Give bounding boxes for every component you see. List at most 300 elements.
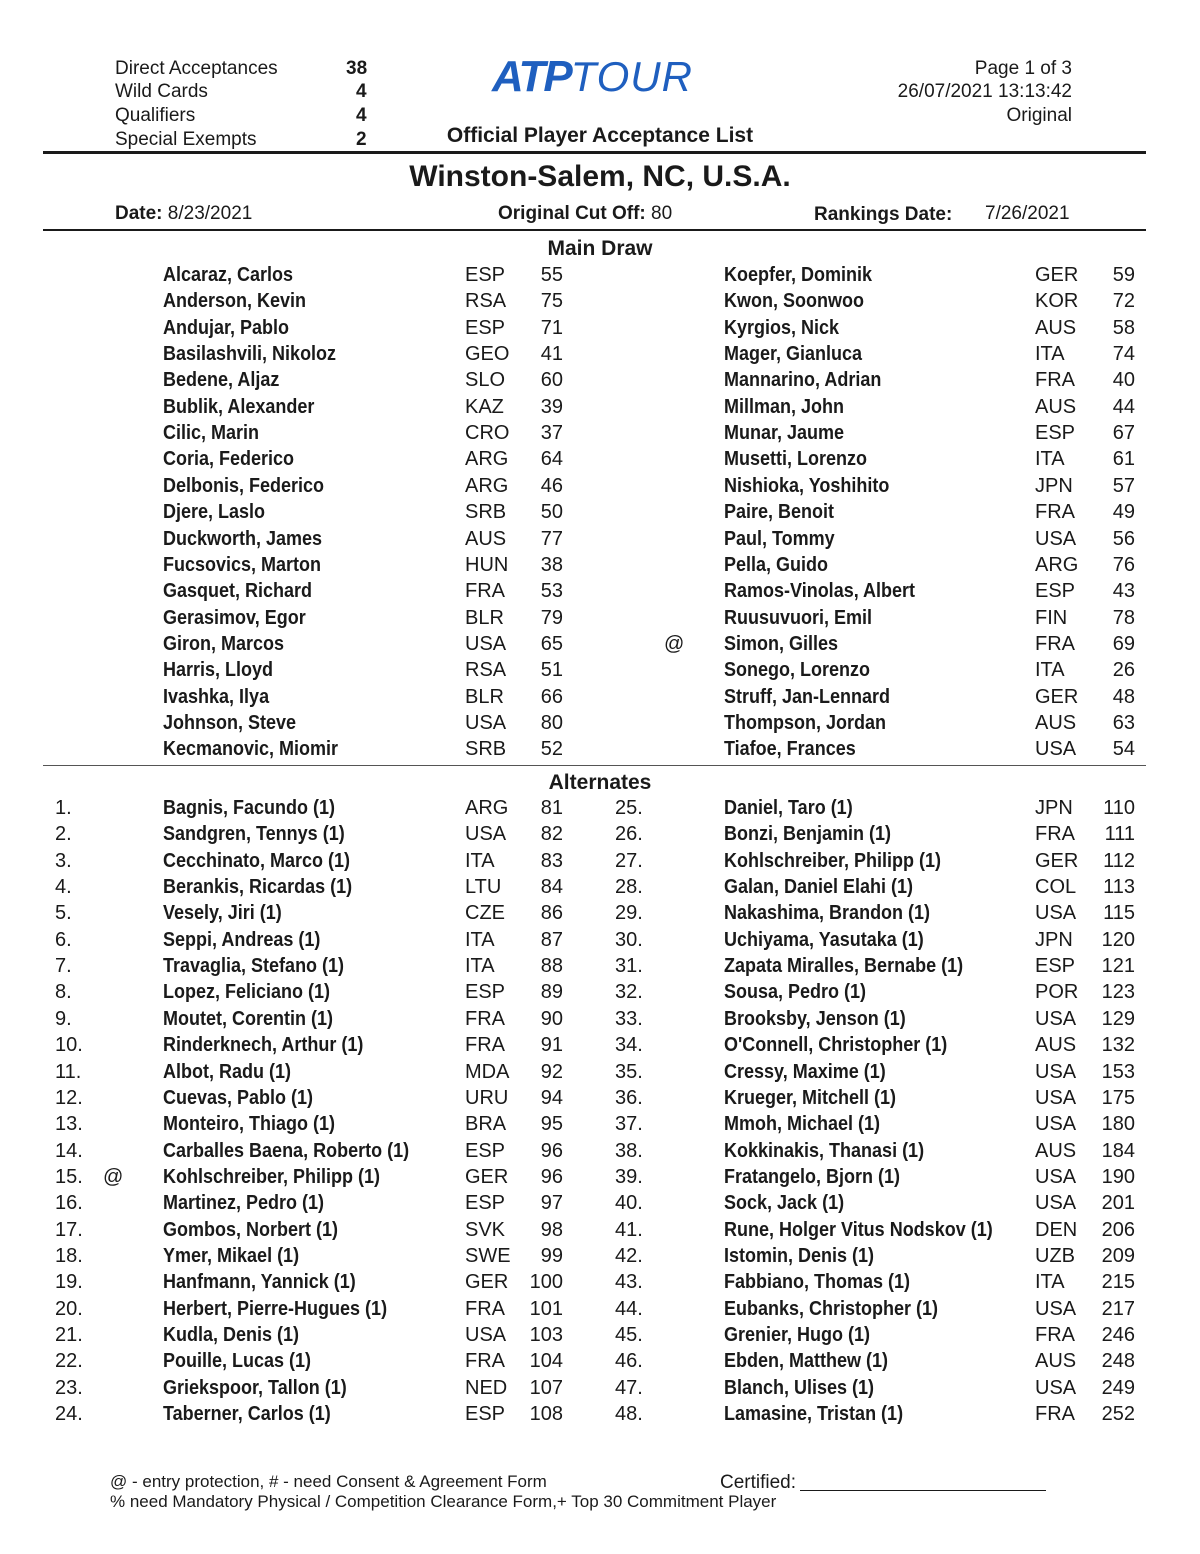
player-rank: 209 — [1101, 1244, 1135, 1267]
alternate-number: 3. — [55, 849, 72, 872]
alternate-number: 12. — [55, 1086, 83, 1109]
alternate-number: 5. — [55, 902, 72, 925]
alternate-row — [0, 1403, 1200, 1429]
player-name: Albot, Radu (1) — [163, 1060, 291, 1083]
alternate-number: 1. — [55, 797, 72, 819]
player-name: Griekspoor, Tallon (1) — [163, 1376, 347, 1399]
player-rank: 98 — [540, 1218, 563, 1241]
header-divider — [43, 151, 1146, 154]
player-country: USA — [1035, 1007, 1077, 1030]
player-rank: 46 — [540, 474, 563, 497]
alternate-row — [0, 1166, 1200, 1192]
alternate-number: 47. — [615, 1376, 643, 1399]
player-rank: 104 — [529, 1350, 563, 1373]
player-rank: 175 — [1101, 1086, 1135, 1109]
player-name: Kohlschreiber, Philipp (1) — [724, 849, 942, 872]
player-rank: 95 — [540, 1113, 563, 1136]
alternate-row — [0, 1377, 1200, 1403]
player-rank: 60 — [540, 369, 563, 392]
player-name: Sock, Jack (1) — [724, 1192, 845, 1215]
main-draw-row — [0, 264, 1200, 290]
player-name: Kudla, Denis (1) — [163, 1324, 300, 1346]
player-country: GER — [1035, 849, 1079, 872]
player-name: Koepfer, Dominik — [724, 264, 873, 286]
player-country: USA — [465, 1324, 507, 1346]
alternate-number: 20. — [55, 1297, 83, 1320]
alternate-number: 25. — [615, 797, 643, 819]
player-country: BLR — [465, 685, 504, 708]
player-rank: 132 — [1101, 1034, 1135, 1057]
player-name: Nakashima, Brandon (1) — [724, 902, 931, 925]
player-country: ITA — [465, 928, 495, 951]
player-country: ITA — [1035, 659, 1065, 682]
alternate-number: 31. — [615, 955, 643, 978]
player-name: Thompson, Jordan — [724, 711, 886, 734]
player-rank: 58 — [1112, 316, 1135, 339]
player-name: Fabbiano, Thomas (1) — [724, 1271, 911, 1294]
main-draw-row — [0, 712, 1200, 738]
player-country: RSA — [465, 659, 507, 682]
player-name: Vesely, Jiri (1) — [163, 902, 282, 925]
main-draw-row — [0, 528, 1200, 554]
player-rank: 248 — [1101, 1350, 1135, 1373]
alternate-number: 2. — [55, 823, 72, 846]
count-label-wildcards: Wild Cards — [115, 81, 208, 102]
player-rank: 83 — [540, 849, 563, 872]
player-country: USA — [465, 632, 507, 655]
player-country: FRA — [1035, 632, 1075, 655]
player-name: Galan, Daniel Elahi (1) — [724, 876, 914, 899]
alternate-row — [0, 1008, 1200, 1034]
alternate-number: 10. — [55, 1034, 83, 1057]
player-rank: 76 — [1112, 553, 1135, 576]
count-label-special: Special Exempts — [115, 129, 257, 150]
cutoff-value: 80 — [651, 203, 673, 224]
player-name: Monteiro, Thiago (1) — [163, 1113, 335, 1136]
main-draw-row — [0, 633, 1200, 659]
player-name: Brooksby, Jenson (1) — [724, 1007, 906, 1030]
player-rank: 67 — [1112, 422, 1135, 445]
player-rank: 78 — [1112, 606, 1135, 629]
player-name: Johnson, Steve — [163, 711, 297, 734]
player-name: Carballes Baena, Roberto (1) — [163, 1139, 410, 1162]
player-country: DEN — [1035, 1218, 1078, 1241]
player-name: Rinderknech, Arthur (1) — [163, 1034, 364, 1057]
player-country: CZE — [465, 902, 505, 925]
player-name: Hanfmann, Yannick (1) — [163, 1271, 356, 1294]
alternate-number: 29. — [615, 902, 643, 925]
player-country: FRA — [465, 1350, 505, 1373]
player-name: Bagnis, Facundo (1) — [163, 797, 336, 819]
alternate-number: 16. — [55, 1192, 83, 1215]
player-country: SRB — [465, 738, 507, 761]
main-draw-row — [0, 659, 1200, 685]
alternate-number: 46. — [615, 1350, 643, 1373]
player-country: GEO — [465, 343, 510, 366]
alternate-row — [0, 1192, 1200, 1218]
player-name: Seppi, Andreas (1) — [163, 928, 321, 951]
player-country: ESP — [465, 264, 506, 286]
player-name: Sousa, Pedro (1) — [724, 981, 867, 1004]
player-rank: 123 — [1101, 981, 1135, 1004]
player-rank: 52 — [540, 738, 563, 761]
player-rank: 44 — [1112, 395, 1135, 418]
player-name: Cilic, Marin — [163, 422, 260, 445]
alternate-row — [0, 1087, 1200, 1113]
player-name: Millman, John — [724, 395, 845, 418]
section-divider — [43, 765, 1146, 766]
player-rank: 74 — [1112, 343, 1135, 366]
player-country: USA — [1035, 738, 1077, 761]
player-name: Simon, Gilles — [724, 632, 839, 655]
player-rank: 108 — [529, 1403, 563, 1426]
alternate-number: 36. — [615, 1086, 643, 1109]
player-rank: 61 — [1112, 448, 1135, 471]
alternate-row — [0, 1324, 1200, 1350]
player-country: USA — [1035, 1086, 1077, 1109]
player-rank: 99 — [540, 1244, 563, 1267]
player-rank: 107 — [529, 1376, 563, 1399]
count-label-qualifiers: Qualifiers — [115, 105, 196, 126]
player-country: USA — [1035, 1376, 1077, 1399]
player-name: Paul, Tommy — [724, 527, 835, 550]
player-rank: 153 — [1101, 1060, 1135, 1083]
player-country: POR — [1035, 981, 1079, 1004]
player-rank: 38 — [540, 553, 563, 576]
count-value-direct: 38 — [346, 58, 368, 79]
alternate-number: 18. — [55, 1244, 83, 1267]
player-country: CRO — [465, 422, 510, 445]
player-name: Kyrgios, Nick — [724, 316, 840, 339]
player-rank: 87 — [540, 928, 563, 951]
player-country: GER — [1035, 685, 1079, 708]
player-name: Ebden, Matthew (1) — [724, 1350, 889, 1373]
player-name: Duckworth, James — [163, 527, 323, 550]
player-rank: 249 — [1101, 1376, 1135, 1399]
alternate-row — [0, 1061, 1200, 1087]
player-rank: 55 — [540, 264, 563, 286]
alternate-number: 33. — [615, 1007, 643, 1030]
player-rank: 190 — [1101, 1165, 1135, 1188]
alternate-number: 39. — [615, 1165, 643, 1188]
player-rank: 71 — [540, 316, 563, 339]
player-country: ESP — [465, 1403, 506, 1426]
player-country: ARG — [465, 797, 509, 819]
player-country: ITA — [465, 955, 495, 978]
player-rank: 26 — [1112, 659, 1135, 682]
player-rank: 56 — [1112, 527, 1135, 550]
player-country: LTU — [465, 876, 502, 899]
alternate-number: 37. — [615, 1113, 643, 1136]
player-country: ITA — [1035, 343, 1065, 366]
atp-tour-logo — [492, 52, 693, 102]
player-name: Taberner, Carlos (1) — [163, 1403, 331, 1426]
alternate-number: 7. — [55, 955, 72, 978]
player-country: ESP — [465, 981, 506, 1004]
player-name: Daniel, Taro (1) — [724, 797, 853, 819]
alternate-number: 44. — [615, 1297, 643, 1320]
player-name: Musetti, Lorenzo — [724, 448, 868, 471]
player-rank: 51 — [540, 659, 563, 682]
player-country: JPN — [1035, 474, 1073, 497]
date-label: Date: — [115, 203, 163, 224]
alternate-number: 22. — [55, 1350, 83, 1373]
alternate-number: 41. — [615, 1218, 643, 1241]
player-name: Djere, Laslo — [163, 501, 266, 524]
player-country: ESP — [1035, 955, 1076, 978]
player-country: USA — [1035, 1192, 1077, 1215]
player-country: USA — [1035, 902, 1077, 925]
player-country: FRA — [1035, 369, 1075, 392]
player-country: KAZ — [465, 395, 504, 418]
main-draw-row — [0, 290, 1200, 316]
player-rank: 59 — [1112, 264, 1135, 286]
player-country: ITA — [465, 849, 495, 872]
player-rank: 113 — [1103, 876, 1135, 899]
player-name: Andujar, Pablo — [163, 316, 290, 339]
main-draw-row — [0, 580, 1200, 606]
certified-signature-line — [800, 1490, 1046, 1491]
player-country: COL — [1035, 876, 1077, 899]
player-country: BRA — [465, 1113, 507, 1136]
alternate-row — [0, 797, 1200, 823]
player-country: AUS — [1035, 1139, 1077, 1162]
player-name: Paire, Benoit — [724, 501, 835, 524]
main-draw-row — [0, 422, 1200, 448]
alternate-number: 6. — [55, 928, 72, 951]
entry-mark: @ — [103, 1165, 124, 1188]
player-country: FRA — [465, 1007, 505, 1030]
player-name: Ruusuvuori, Emil — [724, 606, 873, 629]
player-rank: 115 — [1103, 902, 1135, 925]
player-name: Ramos-Vinolas, Albert — [724, 580, 916, 603]
player-name: Lopez, Feliciano (1) — [163, 981, 331, 1004]
player-country: HUN — [465, 553, 509, 576]
player-country: AUS — [1035, 316, 1077, 339]
player-rank: 89 — [540, 981, 563, 1004]
player-country: ITA — [1035, 448, 1065, 471]
entry-mark: @ — [664, 632, 685, 655]
player-rank: 40 — [1112, 369, 1135, 392]
alternate-number: 14. — [55, 1139, 83, 1162]
player-rank: 39 — [540, 395, 563, 418]
player-rank: 57 — [1112, 474, 1135, 497]
player-name: Blanch, Ulises (1) — [724, 1376, 875, 1399]
page-number: Page 1 of 3 — [974, 58, 1072, 79]
main-draw-heading: Main Draw — [547, 237, 653, 260]
alternate-row — [0, 1298, 1200, 1324]
alternate-number: 35. — [615, 1060, 643, 1083]
player-name: Cecchinato, Marco (1) — [163, 849, 351, 872]
player-country: FRA — [465, 1297, 505, 1320]
count-value-special: 2 — [356, 129, 367, 150]
player-rank: 63 — [1112, 711, 1135, 734]
main-draw-row — [0, 369, 1200, 395]
alternate-number: 34. — [615, 1034, 643, 1057]
player-rank: 103 — [529, 1324, 563, 1346]
player-name: Gerasimov, Egor — [163, 606, 306, 629]
player-country: USA — [1035, 527, 1077, 550]
alternate-number: 19. — [55, 1271, 83, 1294]
alternate-row — [0, 1113, 1200, 1139]
player-country: GER — [465, 1165, 509, 1188]
player-country: URU — [465, 1086, 509, 1109]
count-label-direct: Direct Acceptances — [115, 58, 278, 79]
player-name: Rune, Holger Vitus Nodskov (1) — [724, 1218, 993, 1241]
main-draw-row — [0, 686, 1200, 712]
player-name: Cressy, Maxime (1) — [724, 1060, 886, 1083]
main-draw-row — [0, 475, 1200, 501]
alternate-number: 30. — [615, 928, 643, 951]
alternate-number: 48. — [615, 1403, 643, 1426]
player-name: Delbonis, Federico — [163, 474, 325, 497]
player-country: RSA — [465, 290, 507, 313]
player-name: Sonego, Lorenzo — [724, 659, 870, 682]
date-value: 8/23/2021 — [167, 203, 253, 224]
alternate-number: 21. — [55, 1324, 83, 1346]
player-country: SWE — [465, 1244, 511, 1267]
player-country: FRA — [465, 1034, 505, 1057]
player-rank: 246 — [1101, 1324, 1135, 1346]
rankings-date-value: 7/26/2021 — [985, 203, 1070, 224]
player-name: Kwon, Soonwoo — [724, 290, 864, 313]
player-name: Fucsovics, Marton — [163, 553, 322, 576]
player-rank: 90 — [540, 1007, 563, 1030]
player-rank: 92 — [540, 1060, 563, 1083]
main-draw-row — [0, 343, 1200, 369]
player-rank: 86 — [540, 902, 563, 925]
player-name: Grenier, Hugo (1) — [724, 1324, 871, 1346]
player-rank: 77 — [540, 527, 563, 550]
player-rank: 101 — [529, 1297, 563, 1320]
alternate-row — [0, 1350, 1200, 1376]
player-rank: 41 — [540, 343, 563, 366]
alternate-number: 32. — [615, 981, 643, 1004]
player-name: Istomin, Denis (1) — [724, 1244, 875, 1267]
player-rank: 217 — [1101, 1297, 1135, 1320]
player-rank: 88 — [540, 955, 563, 978]
alternate-number: 23. — [55, 1376, 83, 1399]
player-name: Lamasine, Tristan (1) — [724, 1403, 904, 1426]
player-country: JPN — [1035, 797, 1073, 819]
alternate-number: 43. — [615, 1271, 643, 1294]
main-draw-row — [0, 554, 1200, 580]
player-country: ESP — [1035, 580, 1076, 603]
player-name: Gasquet, Richard — [163, 580, 313, 603]
alternate-row — [0, 902, 1200, 928]
player-rank: 37 — [540, 422, 563, 445]
player-name: Munar, Jaume — [724, 422, 845, 445]
player-name: Kohlschreiber, Philipp (1) — [163, 1165, 381, 1188]
player-country: BLR — [465, 606, 504, 629]
timestamp: 26/07/2021 13:13:42 — [897, 81, 1072, 102]
player-name: Anderson, Kevin — [163, 290, 307, 313]
player-name: Alcaraz, Carlos — [163, 264, 294, 286]
player-name: Kokkinakis, Thanasi (1) — [724, 1139, 925, 1162]
player-rank: 121 — [1101, 955, 1135, 978]
player-name: Mager, Gianluca — [724, 343, 863, 366]
player-country: FRA — [1035, 823, 1075, 846]
player-name: Eubanks, Christopher (1) — [724, 1297, 939, 1320]
player-name: Cuevas, Pablo (1) — [163, 1086, 314, 1109]
player-name: Mannarino, Adrian — [724, 369, 882, 392]
player-country: AUS — [1035, 1350, 1077, 1373]
player-name: Coria, Federico — [163, 448, 295, 471]
certified-label: Certified: — [720, 1472, 797, 1493]
player-rank: 215 — [1101, 1271, 1135, 1294]
player-country: AUS — [1035, 395, 1077, 418]
player-name: Moutet, Corentin (1) — [163, 1007, 333, 1030]
alternate-row — [0, 823, 1200, 849]
player-country: ARG — [1035, 553, 1079, 576]
player-rank: 54 — [1112, 738, 1135, 761]
player-rank: 48 — [1112, 685, 1135, 708]
player-rank: 252 — [1101, 1403, 1135, 1426]
alternates-heading: Alternates — [548, 771, 652, 794]
player-name: Berankis, Ricardas (1) — [163, 876, 353, 899]
alternate-row — [0, 1140, 1200, 1166]
alternate-number: 13. — [55, 1113, 83, 1136]
player-rank: 129 — [1101, 1007, 1135, 1030]
player-country: FRA — [465, 580, 505, 603]
player-country: ARG — [465, 448, 509, 471]
main-draw-row — [0, 448, 1200, 474]
player-rank: 180 — [1101, 1113, 1135, 1136]
logo-tour-text: TOUR — [570, 53, 693, 100]
alternate-number: 11. — [55, 1060, 82, 1083]
player-name: Herbert, Pierre-Hugues (1) — [163, 1297, 388, 1320]
player-name: Martinez, Pedro (1) — [163, 1192, 325, 1215]
alternate-number: 28. — [615, 876, 643, 899]
player-name: Basilashvili, Nikoloz — [163, 343, 337, 366]
player-rank: 120 — [1101, 928, 1135, 951]
player-country: FRA — [1035, 1324, 1075, 1346]
main-draw-row — [0, 501, 1200, 527]
main-draw-row — [0, 396, 1200, 422]
player-rank: 50 — [540, 501, 563, 524]
count-value-wildcards: 4 — [356, 81, 367, 102]
player-country: FRA — [1035, 501, 1075, 524]
alternate-row — [0, 850, 1200, 876]
document-subtitle: Official Player Acceptance List — [446, 124, 754, 147]
player-country: AUS — [1035, 711, 1077, 734]
player-rank: 82 — [540, 823, 563, 846]
player-rank: 96 — [540, 1139, 563, 1162]
legend-line-2: % need Mandatory Physical / Competition Clearance Form,+ Top 30 Commitment Player — [110, 1492, 777, 1511]
player-rank: 79 — [540, 606, 563, 629]
player-name: Struff, Jan-Lennard — [724, 685, 891, 708]
cutoff-label: Original Cut Off: — [498, 203, 646, 224]
player-country: GER — [1035, 264, 1079, 286]
tournament-title: Winston-Salem, NC, U.S.A. — [409, 160, 791, 193]
rankings-date-label: Rankings Date: — [814, 204, 953, 225]
player-country: SRB — [465, 501, 507, 524]
alternate-number: 40. — [615, 1192, 643, 1215]
player-name: Ivashka, Ilya — [163, 685, 270, 708]
player-rank: 43 — [1112, 580, 1135, 603]
count-value-qualifiers: 4 — [356, 105, 367, 126]
alternate-number: 26. — [615, 823, 643, 846]
player-country: AUS — [465, 527, 507, 550]
player-country: JPN — [1035, 928, 1073, 951]
player-name: Mmoh, Michael (1) — [724, 1113, 881, 1136]
player-country: ARG — [465, 474, 509, 497]
player-name: Gombos, Norbert (1) — [163, 1218, 339, 1241]
player-name: Bedene, Aljaz — [163, 369, 280, 392]
main-draw-row — [0, 607, 1200, 633]
player-name: Harris, Lloyd — [163, 659, 274, 682]
player-rank: 72 — [1112, 290, 1135, 313]
